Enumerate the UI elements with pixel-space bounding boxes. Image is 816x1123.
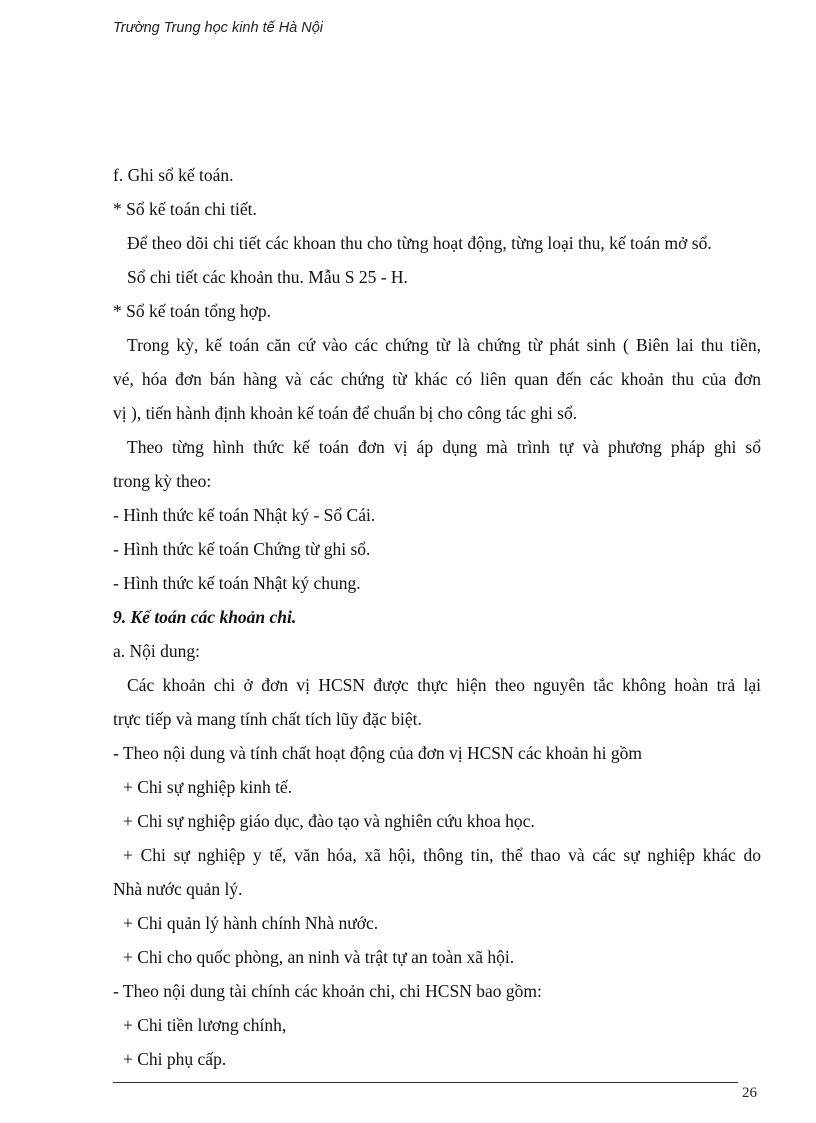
list-item: - Theo nội dung và tính chất hoạt động của đơn vị HCSN các khoản hi gồm bbox=[113, 743, 642, 763]
list-item: + Chi sự nghiệp y tế, văn hóa, xã hội, thông tin, thể thao và các sự nghiệp khác do bbox=[123, 845, 761, 865]
list-item: - Theo nội dung tài chính các khoản chi, chi HCSN bao gồm: bbox=[113, 981, 542, 1001]
list-item: - Hình thức kế toán Chứng từ ghi sổ. bbox=[113, 539, 371, 559]
section-heading-khoan-chi: 9. Kế toán các khoản chi. bbox=[113, 607, 297, 627]
subheading-noi-dung: a. Nội dung: bbox=[113, 641, 201, 661]
section-heading-ghi-so: f. Ghi sổ kế toán. bbox=[113, 165, 234, 185]
paragraph-line: Các khoản chi ở đơn vị HCSN được thực hiện theo nguyên tắc không hoàn trả lại bbox=[127, 675, 761, 695]
document-body bbox=[113, 158, 761, 1076]
list-item: + Chi phụ cấp. bbox=[123, 1049, 227, 1069]
paragraph-line: Theo từng hình thức kế toán đơn vị áp dụng mà trình tự và phương pháp ghi sổ bbox=[127, 437, 761, 457]
paragraph-line: Sổ chi tiết các khoản thu. Mẫu S 25 - H. bbox=[127, 267, 408, 287]
list-item: - Hình thức kế toán Nhật ký - Sổ Cái. bbox=[113, 505, 376, 525]
paragraph-line: vé, hóa đơn bán hàng và các chứng từ khác có liên quan đến các khoản thu của đơn bbox=[113, 369, 761, 389]
paragraph-line: trong kỳ theo: bbox=[113, 471, 212, 491]
subheading-so-chi-tiet: * Sổ kế toán chi tiết. bbox=[113, 199, 257, 219]
paragraph-line: trực tiếp và mang tính chất tích lũy đặc biệt. bbox=[113, 709, 422, 729]
footer-divider bbox=[113, 1082, 738, 1083]
paragraph-line: Trong kỳ, kế toán căn cứ vào các chứng từ là chứng từ phát sinh ( Biên lai thu tiền, bbox=[127, 335, 761, 355]
list-item: + Chi quản lý hành chính Nhà nước. bbox=[123, 913, 379, 933]
paragraph-line: Nhà nước quản lý. bbox=[113, 879, 243, 899]
list-item: + Chi sự nghiệp kinh tế. bbox=[123, 777, 293, 797]
list-item: + Chi sự nghiệp giáo dục, đào tạo và nghiên cứu khoa học. bbox=[123, 811, 535, 831]
subheading-so-tong-hop: * Sổ kế toán tổng hợp. bbox=[113, 301, 271, 321]
paragraph-line: Để theo dõi chi tiết các khoan thu cho từng hoạt động, từng loại thu, kế toán mở sổ. bbox=[127, 233, 712, 253]
page-header: Trường Trung học kinh tế Hà Nội bbox=[113, 20, 324, 36]
paragraph-line: vị ), tiến hành định khoản kế toán để chuẩn bị cho công tác ghi sổ. bbox=[113, 403, 578, 423]
list-item: - Hình thức kế toán Nhật ký chung. bbox=[113, 573, 361, 593]
page-number: 26 bbox=[742, 1085, 757, 1101]
list-item: + Chi cho quốc phòng, an ninh và trật tự an toàn xã hội. bbox=[123, 947, 515, 967]
list-item: + Chi tiền lương chính, bbox=[123, 1015, 287, 1035]
